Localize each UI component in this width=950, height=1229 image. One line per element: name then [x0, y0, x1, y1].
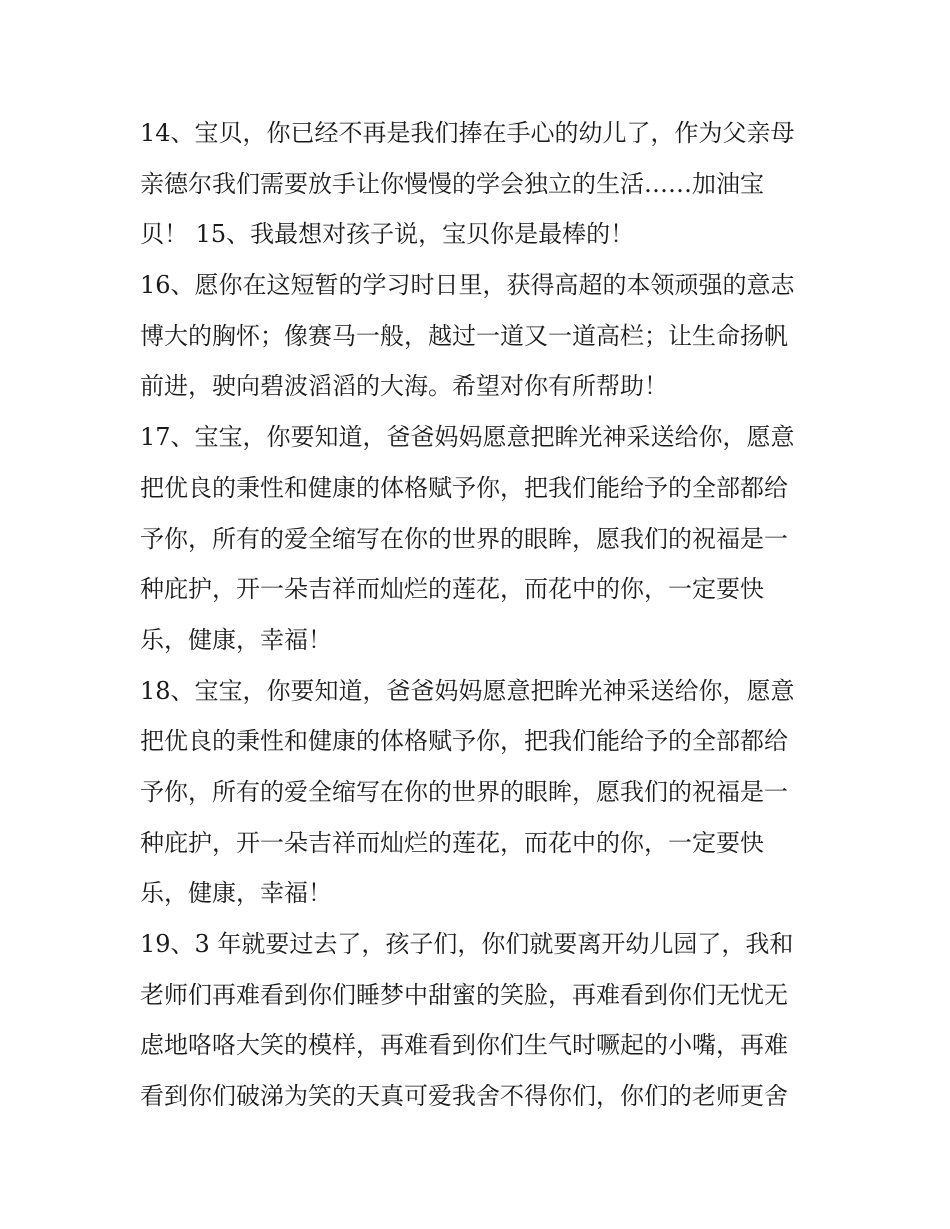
text-line-4: 16、愿你在这短暂的学习时日里，获得高超的本领顽强的意志 [140, 271, 795, 300]
text-line-1: 14、宝贝，你已经不再是我们捧在手心的幼儿了，作为父亲母 [140, 119, 795, 147]
text-line-17: 19、3 年就要过去了，孩子们，你们就要离开幼儿园了，我和 [140, 930, 794, 958]
text-line-20: 看到你们破涕为笑的天真可爱我舍不得你们，你们的老师更舍 [140, 1082, 788, 1111]
text-line-9: 予你，所有的爱全缩写在你的世界的眼眸，愿我们的祝福是一 [140, 524, 788, 553]
text-line-3: 贝！ 15、我最想对孩子说，宝贝你是最棒的！ [140, 220, 635, 249]
text-line-19: 虑地咯咯大笑的模样，再难看到你们生气时噘起的小嘴，再难 [140, 1031, 788, 1060]
text-line-18: 老师们再难看到你们睡梦中甜蜜的笑脸，再难看到你们无忧无 [140, 980, 788, 1009]
text-line-13: 把优良的秉性和健康的体格赋予你，把我们能给予的全部都给 [140, 727, 788, 756]
text-line-8: 把优良的秉性和健康的体格赋予你，把我们能给予的全部都给 [140, 473, 788, 502]
text-line-6: 前进，驶向碧波滔滔的大海。希望对你有所帮助！ [140, 372, 668, 401]
text-line-5: 博大的胸怀；像赛马一般，越过一道又一道高栏；让生命扬帆 [140, 321, 788, 350]
text-line-2: 亲德尔我们需要放手让你慢慢的学会独立的生活……加油宝 [140, 169, 764, 198]
text-line-14: 予你，所有的爱全缩写在你的世界的眼眸，愿我们的祝福是一 [140, 777, 788, 806]
text-line-12: 18、宝宝，你要知道，爸爸妈妈愿意把眸光神采送给你，愿意 [140, 676, 795, 705]
document-body [140, 108, 820, 1122]
text-line-15: 种庇护，开一朵吉祥而灿烂的莲花，而花中的你，一定要快 [140, 828, 764, 857]
text-line-10: 种庇护，开一朵吉祥而灿烂的莲花，而花中的你，一定要快 [140, 575, 764, 604]
text-line-7: 17、宝宝，你要知道，爸爸妈妈愿意把眸光神采送给你，愿意 [140, 423, 795, 452]
text-line-16: 乐，健康，幸福！ [140, 879, 332, 908]
text-line-11: 乐，健康，幸福！ [140, 625, 332, 654]
